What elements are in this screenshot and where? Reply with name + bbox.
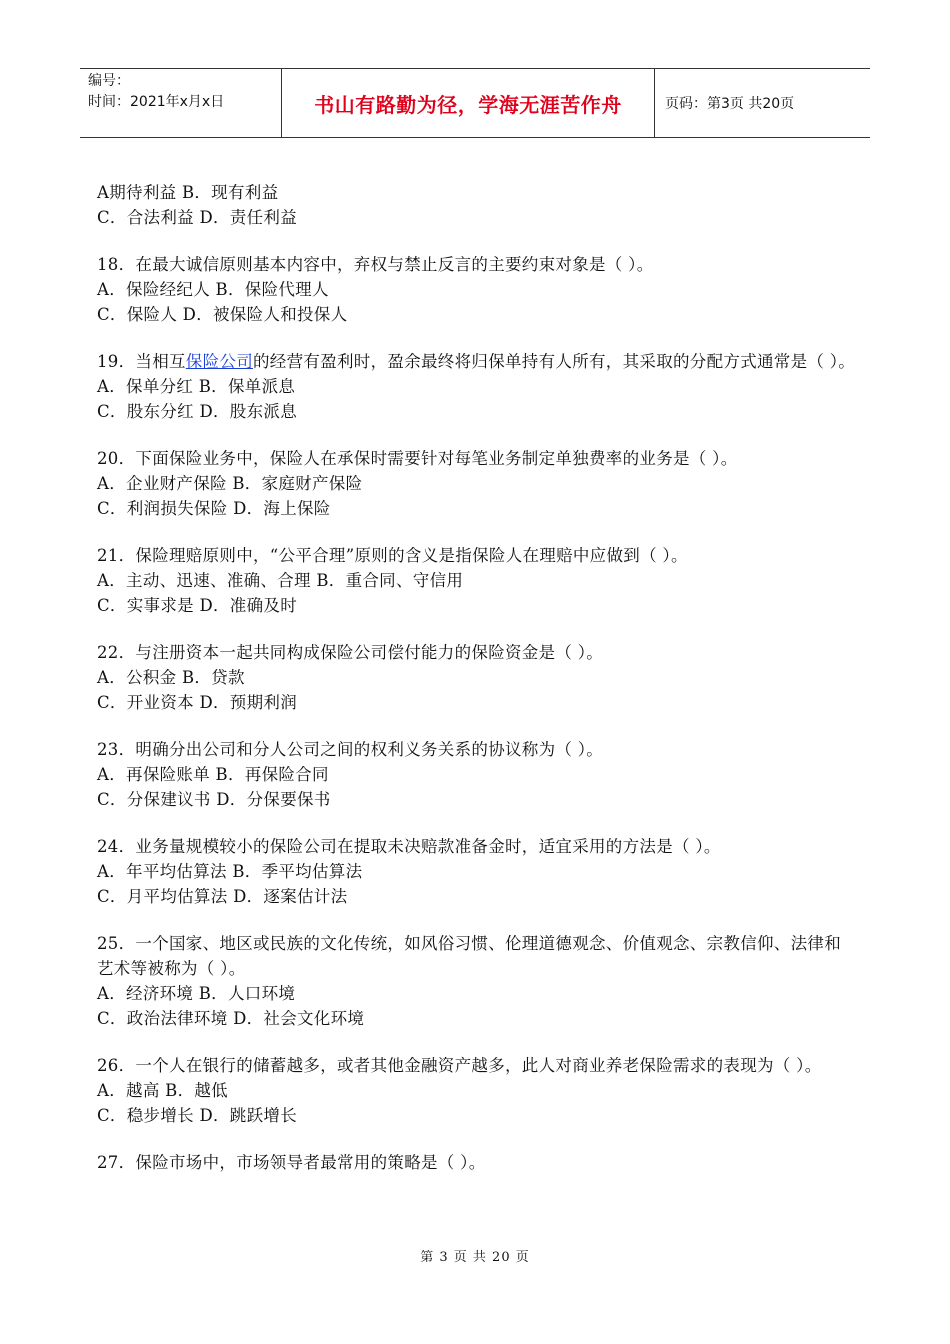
option-line: C．利润损失保险 D．海上保险 [97, 499, 331, 518]
header-page-info: 页码：第3页 共20页 [665, 96, 795, 112]
option-line: C．稳步增长 D．跳跃增长 [97, 1106, 297, 1125]
option-line: C．股东分红 D．股东派息 [97, 402, 297, 421]
question-23 [97, 737, 857, 812]
option-line: A．保险经纪人 B．保险代理人 [97, 280, 329, 299]
question-24 [97, 834, 857, 909]
option-line: C．分保建议书 D．分保要保书 [97, 790, 331, 809]
option-line: C．政治法律环境 D．社会文化环境 [97, 1009, 365, 1028]
stem-text: 19．当相互 [97, 352, 186, 371]
question-stem: 22．与注册资本一起共同构成保险公司偿付能力的保险资金是（ ）。 [97, 643, 604, 662]
option-line: C．保险人 D．被保险人和投保人 [97, 305, 348, 324]
page-header [80, 68, 870, 138]
question-18 [97, 252, 857, 327]
insurance-company-link[interactable]: 保险公司 [185, 352, 253, 371]
question-stem: 26．一个人在银行的储蓄越多，或者其他金融资产越多，此人对商业养老保险需求的表现为（ ）。 [97, 1056, 822, 1075]
option-line: C．实事求是 D．准确及时 [97, 596, 297, 615]
header-meta [80, 69, 282, 137]
question-21 [97, 543, 857, 618]
option-line: A．年平均估算法 B．季平均估算法 [97, 862, 363, 881]
lead-options [97, 180, 857, 230]
question-27 [97, 1150, 857, 1175]
option-line: A．公积金 B．贷款 [97, 668, 245, 687]
question-19 [97, 349, 857, 424]
question-26 [97, 1053, 857, 1128]
question-stem: 25．一个国家、地区或民族的文化传统，如风俗习惯、伦理道德观念、价值观念、宗教信仰、法律和艺术等被称为（ ）。 [97, 934, 841, 978]
question-22 [97, 640, 857, 715]
stem-text: 的经营有盈利时，盈余最终将归保单持有人所有，其采取的分配方式通常是（ ）。 [253, 352, 856, 371]
option-line: A．保单分红 B．保单派息 [97, 377, 296, 396]
option-line: A期待利益 B．现有利益 [97, 183, 279, 202]
question-stem: 20．下面保险业务中，保险人在承保时需要针对每笔业务制定单独费率的业务是（ ）。 [97, 449, 738, 468]
question-stem [97, 349, 857, 374]
question-stem: 21．保险理赔原则中，“公平合理”原则的含义是指保险人在理赔中应做到（ ）。 [97, 546, 688, 565]
question-stem: 24．业务量规模较小的保险公司在提取未决赔款准备金时，适宜采用的方法是（ ）。 [97, 837, 721, 856]
option-line: A．再保险账单 B．再保险合同 [97, 765, 329, 784]
question-list [97, 180, 857, 1197]
option-line: A．经济环境 B．人口环境 [97, 984, 296, 1003]
page-footer: 第 3 页 共 20 页 [420, 1250, 530, 1265]
time-label: 时间：2021年x月x日 [88, 94, 225, 110]
question-stem: 18．在最大诚信原则基本内容中，弃权与禁止反言的主要约束对象是（ ）。 [97, 255, 654, 274]
question-stem: 27．保险市场中，市场领导者最常用的策略是（ ）。 [97, 1153, 486, 1172]
option-line: C．月平均估算法 D．逐案估计法 [97, 887, 348, 906]
option-line: A．企业财产保险 B．家庭财产保险 [97, 474, 363, 493]
question-25 [97, 931, 857, 1031]
option-line: A．越高 B．越低 [97, 1081, 228, 1100]
option-line: C．开业资本 D．预期利润 [97, 693, 297, 712]
header-motto: 书山有路勤为径，学海无涯苦作舟 [282, 69, 655, 137]
question-20 [97, 446, 857, 521]
number-label: 编号： [88, 73, 130, 89]
question-stem: 23．明确分出公司和分人公司之间的权利义务关系的协议称为（ ）。 [97, 740, 604, 759]
option-line: A．主动、迅速、准确、合理 B．重合同、守信用 [97, 571, 464, 590]
option-line: C．合法利益 D．责任利益 [97, 208, 297, 227]
